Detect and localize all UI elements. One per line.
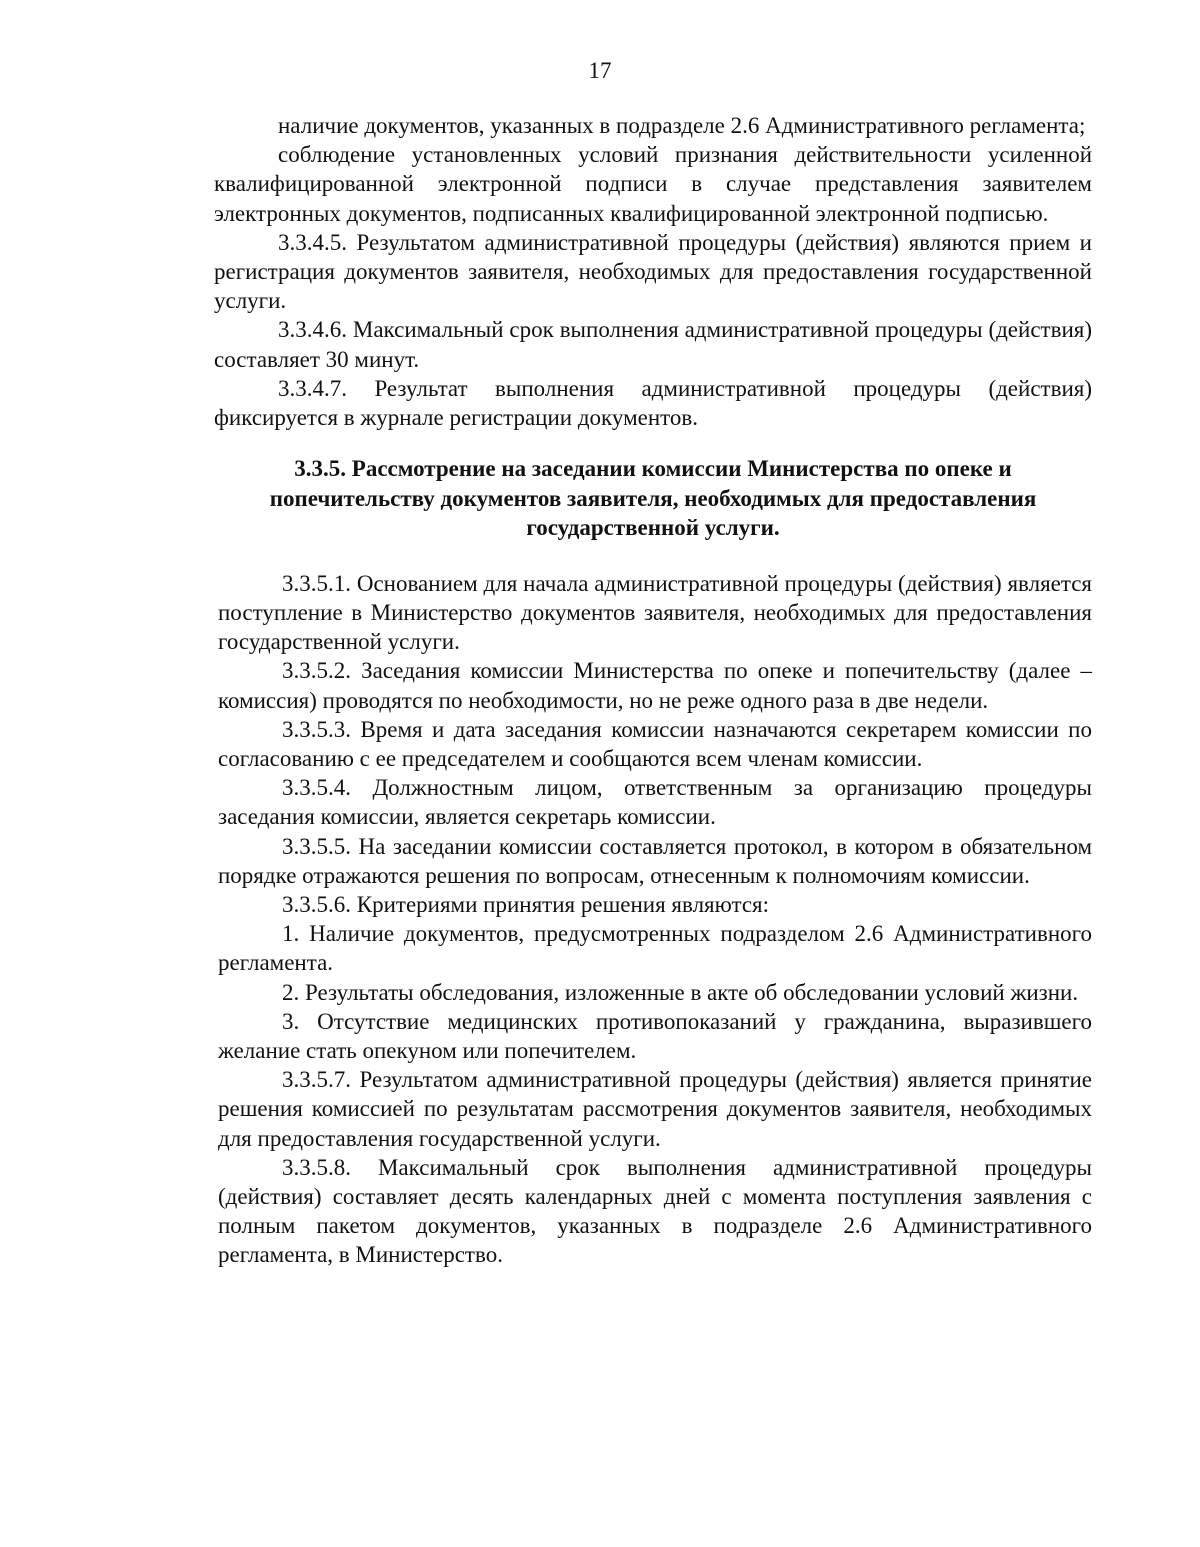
paragraph: 3.3.5.4. Должностным лицом, ответственным за организацию процедуры заседания комиссии, является секретарь комиссии. xyxy=(218,775,1092,830)
paragraph: 3.3.5.1. Основанием для начала административной процедуры (действия) является поступление в Министерство документов заявителя, необходимых для предоставления государственной услуги. xyxy=(218,570,1092,655)
page-number: 17 xyxy=(588,58,612,83)
paragraph: 3.3.4.6. Максимальный срок выполнения административной процедуры (действия) составляет 30 минут. xyxy=(214,317,1092,372)
paragraph: 3.3.5.7. Результатом административной процедуры (действия) является принятие решения комиссией по результатам рассмотрения документов заявителя, необходимых для предоставления государственной услуги. xyxy=(218,1067,1092,1151)
paragraph: 3.3.5.3. Время и дата заседания комиссии назначаются секретарем комиссии по согласованию с ее председателем и сообщаются всем членам комиссии. xyxy=(218,716,1092,771)
list-item: 1. Наличие документов, предусмотренных подразделом 2.6 Административного регламента. xyxy=(218,921,1092,976)
paragraph: 3.3.5.2. Заседания комиссии Министерства по опеке и попечительству (далее – комиссия) проводятся по необходимости, но не реже одного раза в две недели. xyxy=(218,658,1092,713)
list-item: 2. Результаты обследования, изложенные в акте об обследовании условий жизни. xyxy=(282,979,1079,1005)
section-body xyxy=(218,569,1092,1270)
paragraph: 3.3.5.5. На заседании комиссии составляется протокол, в котором в обязательном порядке отражаются решения по вопросам, отнесенным к полномочиям комиссии. xyxy=(218,833,1092,888)
paragraph: 3.3.5.6. Критериями принятия решения являются: xyxy=(282,891,770,917)
paragraph: 3.3.4.7. Результат выполнения административной процедуры (действия) фиксируется в журнале регистрации документов. xyxy=(214,375,1092,431)
section-heading: 3.3.5. Рассмотрение на заседании комиссии Министерства по опеке и попечительству документов заявителя, необходимых для предоставления государственной услуги. xyxy=(269,456,1037,541)
paragraph: 3.3.4.5. Результатом административной процедуры (действия) являются прием и регистрация документов заявителя, необходимых для предоставления государственной услуги. xyxy=(214,229,1092,314)
paragraph: 3.3.5.8. Максимальный срок выполнения административной процедуры (действия) составляет десять календарных дней с момента поступления заявления с полным пакетом документов, указанных в подразделе 2.6 Административного регламента, в Министерство. xyxy=(218,1154,1092,1268)
document-body xyxy=(214,111,1092,1270)
list-item: 3. Отсутствие медицинских противопоказаний у гражданина, выразившего желание стать опекуном или попечителем. xyxy=(218,1008,1092,1063)
paragraph: соблюдение установленных условий признания действительности усиленной квалифицированной электронной подписи в случае представления заявителем электронных документов, подписанных квалифицированной электронной подписью. xyxy=(214,142,1092,226)
paragraph: наличие документов, указанных в подразделе 2.6 Административного регламента; xyxy=(278,113,1086,138)
